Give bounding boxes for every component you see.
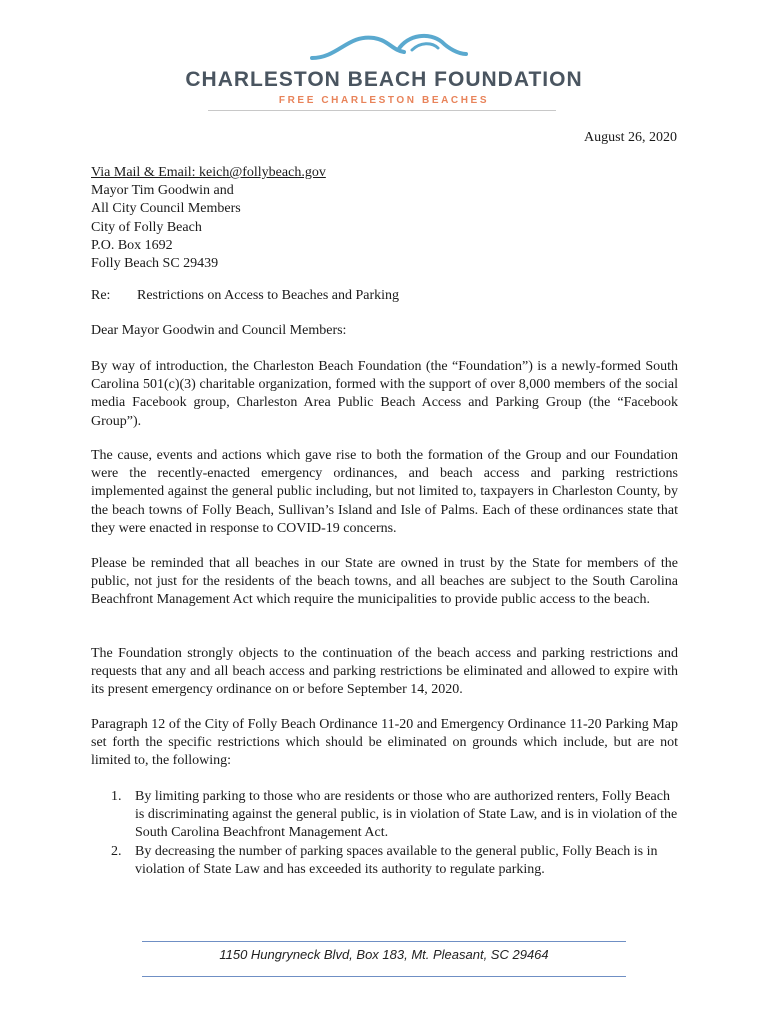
organization-tagline: FREE CHARLESTON BEACHES bbox=[278, 95, 490, 106]
paragraph-cause: The cause, events and actions which gave rise to both the formation of the Group and our Foundation were the recently-enacted emergency ordinances, and beach access and parking restrictions implemented against the general public including, but not limited to, taxpayers in Charleston County, by the beach towns of Folly Beach, Sullivan’s Island and Isle of Palms. Each of these ordinances state that they were enacted in response to COVID-19 concerns. bbox=[91, 448, 678, 536]
recipient-line: All City Council Members bbox=[91, 201, 241, 217]
list-item bbox=[91, 788, 678, 843]
subject-text: Restrictions on Access to Beaches and Parking bbox=[137, 288, 400, 303]
recipient-line: Mayor Tim Goodwin and bbox=[91, 183, 234, 199]
list-item bbox=[91, 843, 678, 879]
paragraph-ordinance: Paragraph 12 of the City of Folly Beach Ordinance 11-20 and Emergency Ordinance 11-20 Parking Map set forth the specific restrictions which should be eliminated on grounds which include, but are not limited to, the following: bbox=[91, 717, 678, 769]
list-item-text: By limiting parking to those who are residents or those who are authorized renters, Folly Beach is discriminating against the general public, is in violation of State Law, and is in violation of the South Carolina Beachfront Management Act. bbox=[135, 789, 678, 841]
list-item-text: By decreasing the number of parking spaces available to the general public, Folly Beach is in violation of State Law and has exceeded its authority to regulate parking. bbox=[135, 843, 658, 877]
recipient-line: City of Folly Beach bbox=[91, 219, 202, 235]
list-item-number: 1. bbox=[111, 789, 122, 804]
subject-line bbox=[91, 288, 399, 304]
restrictions-list bbox=[91, 788, 678, 879]
via-mail-email-line[interactable]: Via Mail & Email: keich@follybeach.gov bbox=[91, 165, 326, 180]
paragraph-objection: The Foundation strongly objects to the continuation of the beach access and parking restrictions and requests that any and all beach access and parking restrictions be eliminated and allowed to expire with its present emergency ordinance on or before September 14, 2020. bbox=[91, 646, 678, 698]
salutation: Dear Mayor Goodwin and Council Members: bbox=[91, 323, 347, 338]
recipient-line: Folly Beach SC 29439 bbox=[91, 256, 219, 272]
recipient-address bbox=[91, 164, 326, 273]
recipient-line: P.O. Box 1692 bbox=[91, 237, 173, 253]
paragraph-reminder: Please be reminded that all beaches in our State are owned in trust by the State for members of the public, not just for the residents of the beach towns, and all beaches are subject to the South Carolina Beachfront Management Act which require the municipalities to provide public access to the beach. bbox=[91, 556, 678, 608]
organization-name: CHARLESTON BEACH FOUNDATION bbox=[185, 68, 583, 91]
list-item-number: 2. bbox=[111, 843, 122, 859]
footer-address: 1150 Hungryneck Blvd, Box 183, Mt. Pleasant, SC 29464 bbox=[219, 947, 549, 962]
header-divider bbox=[208, 110, 556, 111]
letter-date: August 26, 2020 bbox=[584, 130, 677, 145]
paragraph-introduction: By way of introduction, the Charleston Beach Foundation (the “Foundation”) is a newly-formed South Carolina 501(c)(3) charitable organization, formed with the support of over 8,000 members of the social media Facebook group, Charleston Area Public Beach Access and Parking Group (the “Facebook Group”). bbox=[91, 359, 678, 429]
footer-divider-top bbox=[142, 941, 626, 942]
subject-label: Re: bbox=[91, 288, 111, 303]
footer-divider-bottom bbox=[142, 976, 626, 977]
wave-logo-icon bbox=[308, 28, 468, 68]
